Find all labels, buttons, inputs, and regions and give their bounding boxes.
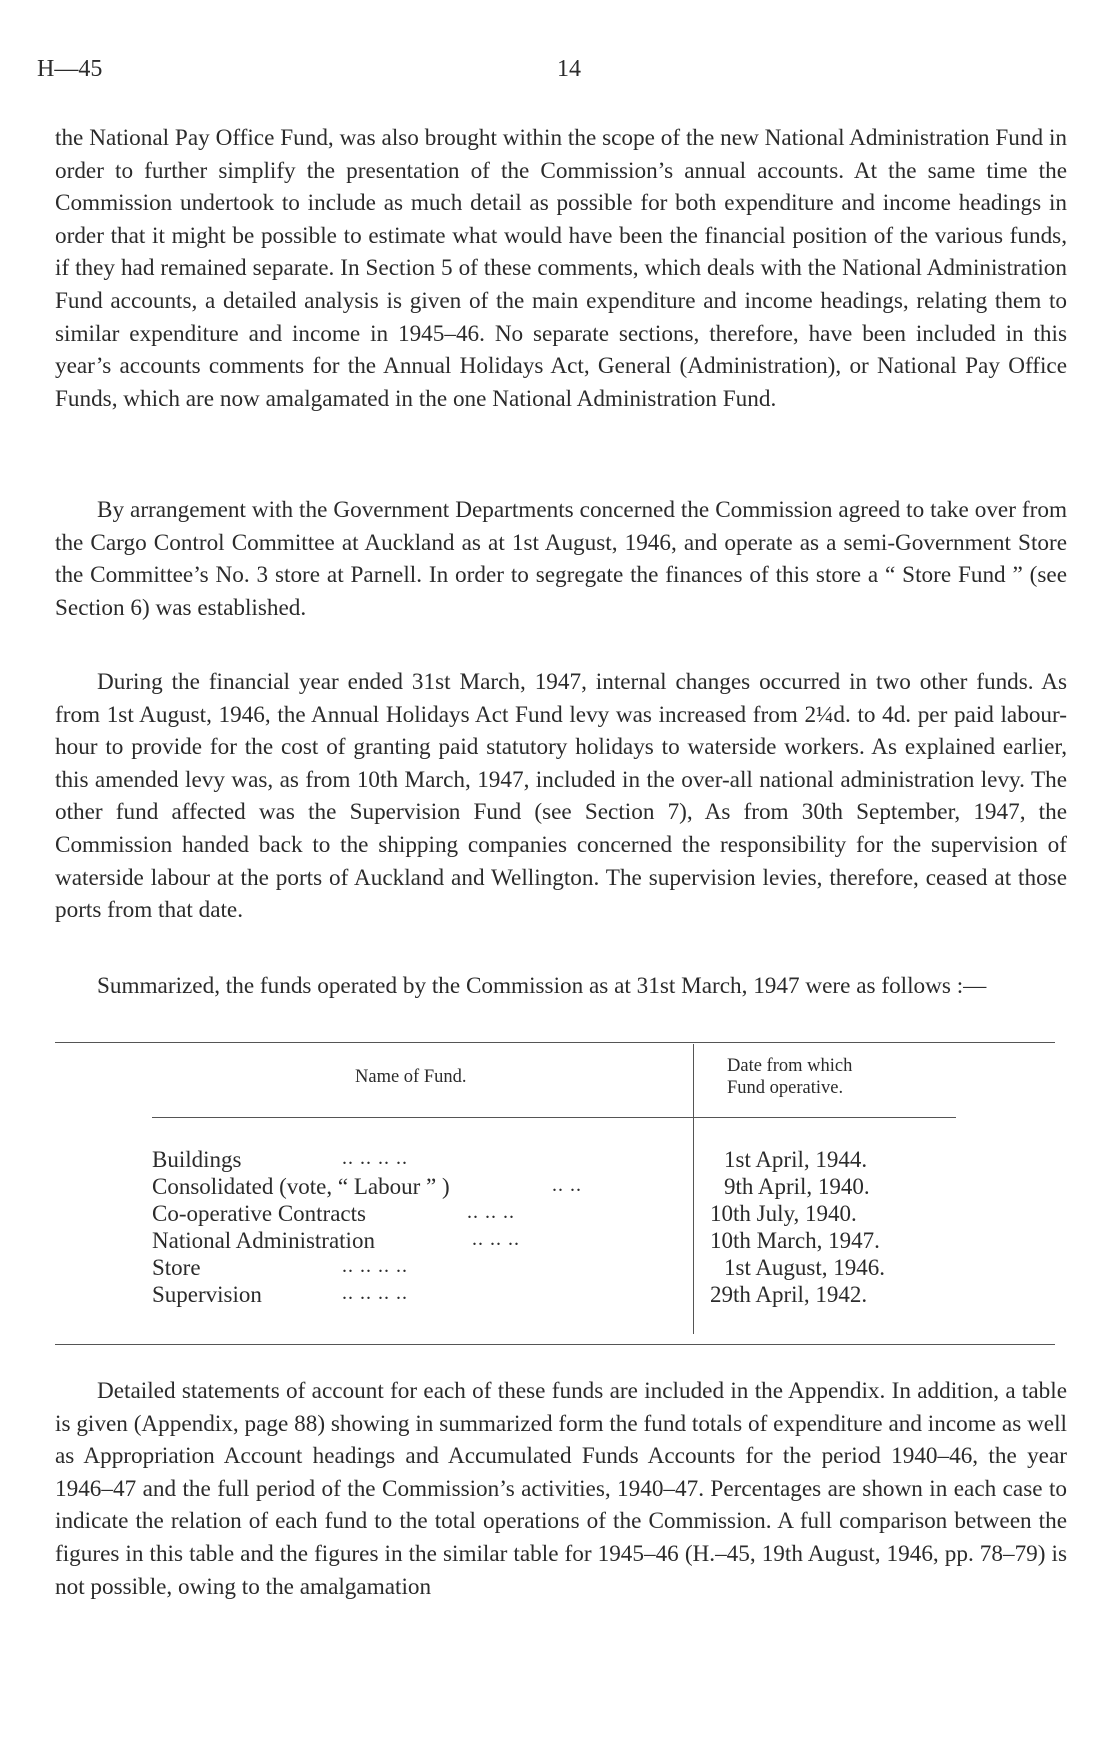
dot-leader: .. .. ..	[467, 1201, 515, 1223]
paragraph-internal-changes: During the financial year ended 31st March, 1947, internal changes occurred in two other funds. As from 1st August, 1946, the Annual Holidays Act Fund levy was increased from 2¼d. to 4d. per paid labour-hour to provide for the cost of granting paid statutory holidays to waterside workers. As explained earlier, this amended levy was, as from 10th March, 1947, included in the over-all national administration levy. The other fund affected was the Supervision Fund (see Section 7), As from 30th September, 1947, the Commission handed back to the shipping companies concerned the responsibility for the supervision of waterside labour at the ports of Auckland and Wellington. The supervision levies, therefore, ceased at those ports from that date.	[55, 669, 1067, 924]
table-row	[152, 1255, 972, 1282]
fund-name: Consolidated (vote, “ Labour ” )	[152, 1174, 450, 1199]
table-header-date-line2: Fund operative.	[727, 1078, 844, 1098]
fund-date: 10th March, 1947.	[710, 1228, 880, 1253]
document-code: H—45	[37, 56, 103, 82]
table-top-rule	[55, 1042, 1055, 1043]
table-row	[152, 1147, 972, 1174]
fund-date: 29th April, 1942.	[710, 1282, 868, 1307]
table-header-date-line1: Date from which	[727, 1056, 853, 1076]
fund-name: Buildings	[152, 1147, 242, 1172]
paragraph-national-pay-office: the National Pay Office Fund, was also brought within the scope of the new National Administration Fund in order to further simplify the presentation of the Commission’s annual accounts. At the same time the Commission undertook to include as much detail as possible for both expenditure and income headings in order that it might be possible to estimate what would have been the financial position of the various funds, if they had remained separate. In Section 5 of these comments, which deals with the National Administration Fund accounts, a detailed analysis is given of the main expenditure and income headings, relating them to similar expenditure and income in 1945–46. No separate sections, therefore, have been included in this year’s accounts comments for the Annual Holidays Act, General (Administration), or National Pay Office Funds, which are now amalgamated in the one National Administration Fund.	[55, 125, 1067, 412]
table-row	[152, 1201, 972, 1228]
table-row	[152, 1228, 972, 1255]
dot-leader: .. ..	[552, 1174, 582, 1196]
fund-name: National Administration	[152, 1228, 375, 1253]
fund-date: 1st August, 1946.	[724, 1255, 886, 1280]
table-header-fund-name: Name of Fund.	[355, 1067, 467, 1087]
fund-name: Store	[152, 1255, 201, 1280]
table-row	[152, 1174, 972, 1201]
paragraph-store-fund: By arrangement with the Government Departments concerned the Commission agreed to take over from the Cargo Control Committee at Auckland as at 1st August, 1946, and operate as a semi-Government Store the Committee’s No. 3 store at Parnell. In order to segregate the finances of this store a “ Store Fund ” (see Section 6) was established.	[55, 497, 1067, 621]
dot-leader: .. .. .. ..	[342, 1255, 408, 1277]
fund-name: Co-operative Contracts	[152, 1201, 366, 1226]
paragraph-detailed-statements: Detailed statements of account for each of these funds are included in the Appendix. In addition, a table is given (Appendix, page 88) showing in summarized form the fund totals of expenditure and income as well as Appropriation Account headings and Accumulated Funds Accounts for the period 1940–46, the year 1946–47 and the full period of the Commission’s activities, 1940–47. Percentages are shown in each case to indicate the relation of each fund to the total operations of the Commission. A full comparison between the figures in this table and the figures in the similar table for 1945–46 (H.–45, 19th August, 1946, pp. 78–79) is not possible, owing to the amalgamation	[55, 1378, 1067, 1600]
fund-date: 9th April, 1940.	[724, 1174, 870, 1199]
fund-name: Supervision	[152, 1282, 262, 1307]
page-header	[37, 56, 1067, 90]
dot-leader: .. .. ..	[472, 1228, 520, 1250]
dot-leader: .. .. .. ..	[342, 1282, 408, 1304]
paragraph-funds-summary-intro: Summarized, the funds operated by the Commission as at 31st March, 1947 were as follows :—	[97, 973, 987, 999]
table-header-rule	[152, 1117, 956, 1118]
fund-date: 1st April, 1944.	[724, 1147, 868, 1172]
page-number: 14	[557, 56, 581, 82]
fund-date: 10th July, 1940.	[710, 1201, 857, 1226]
dot-leader: .. .. .. ..	[342, 1147, 408, 1169]
table-row	[152, 1282, 972, 1309]
table-bottom-rule	[55, 1344, 1055, 1345]
